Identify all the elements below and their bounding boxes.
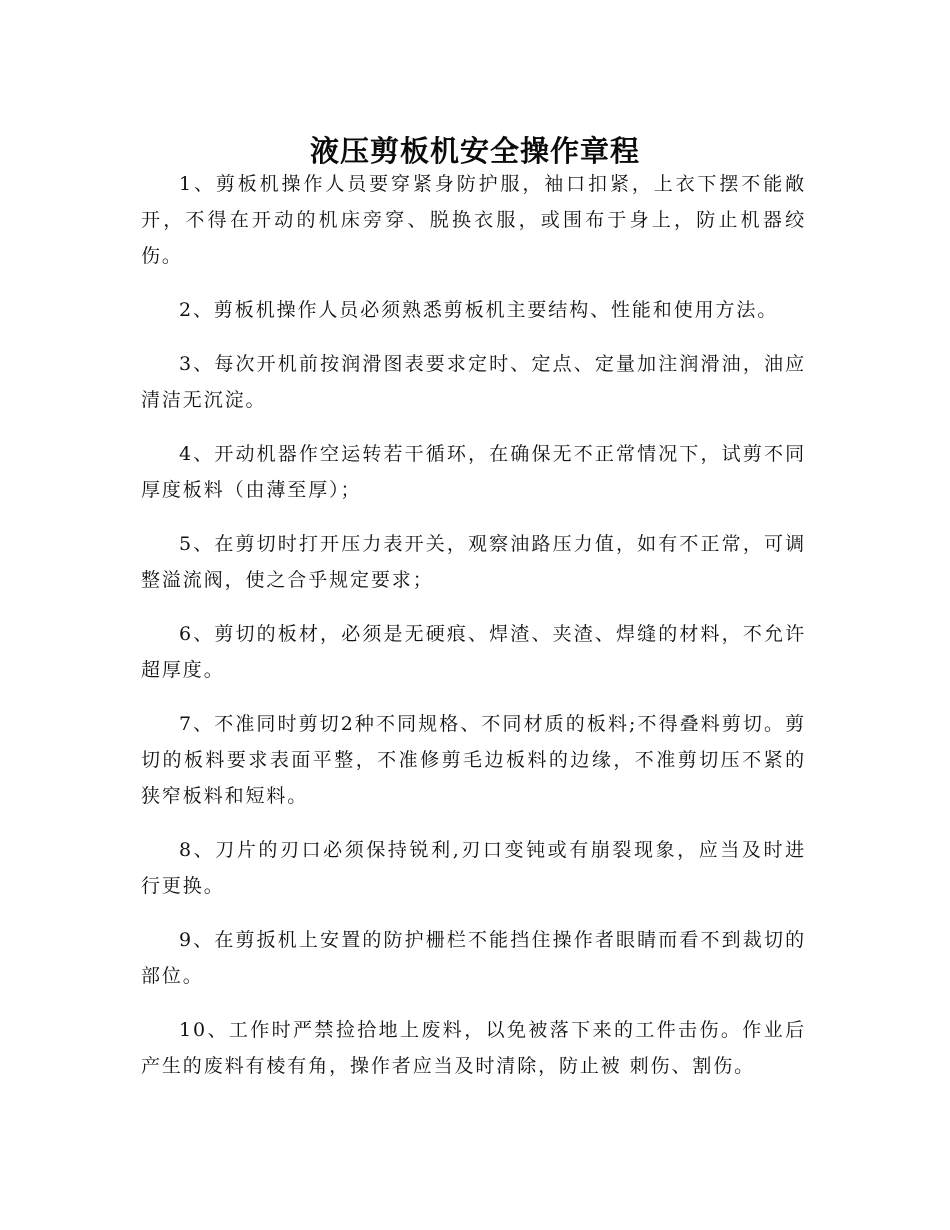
page-title: 液压剪板机安全操作章程 xyxy=(309,134,640,169)
document-body xyxy=(141,166,806,1102)
paragraph-1: 1、剪板机操作人员要穿紧身防护服，袖口扣紧，上衣下摆不能敞开，不得在开动的机床旁穿、脱换衣服，或围布于身上，防止机器绞伤。 xyxy=(141,173,806,267)
paragraph-6: 6、剪切的板材，必须是无硬痕、焊渣、夹渣、焊缝的材料，不允许超厚度。 xyxy=(141,623,806,681)
paragraph-3: 3、每次开机前按润滑图表要求定时、定点、定量加注润滑油，油应清洁无沉淀。 xyxy=(141,353,806,411)
paragraph-9: 9、在剪扳机上安置的防护栅栏不能挡住操作者眼睛而看不到裁切的部位。 xyxy=(141,929,806,987)
paragraph-4: 4、开动机器作空运转若干循环，在确保无不正常情况下，试剪不同厚度板料（由薄至厚）； xyxy=(141,443,806,501)
paragraph-2: 2、剪板机操作人员必须熟悉剪板机主要结构、性能和使用方法。 xyxy=(179,299,779,321)
paragraph-8: 8、刀片的刃口必须保持锐利,刃口变钝或有崩裂现象，应当及时进行更换。 xyxy=(141,839,806,897)
paragraph-10: 10、工作时严禁捡拾地上废料，以免被落下来的工件击伤。作业后产生的废料有棱有角，操作者应当及时清除，防止被 刺伤、割伤。 xyxy=(141,1019,806,1077)
paragraph-5: 5、在剪切时打开压力表开关，观察油路压力值，如有不正常，可调整溢流阀，使之合乎规定要求； xyxy=(141,533,806,591)
paragraph-7: 7、不准同时剪切2种不同规格、不同材质的板料;不得叠料剪切。剪切的板料要求表面平整，不准修剪毛边板料的边缘，不准剪切压不紧的狭窄板料和短料。 xyxy=(141,713,806,807)
